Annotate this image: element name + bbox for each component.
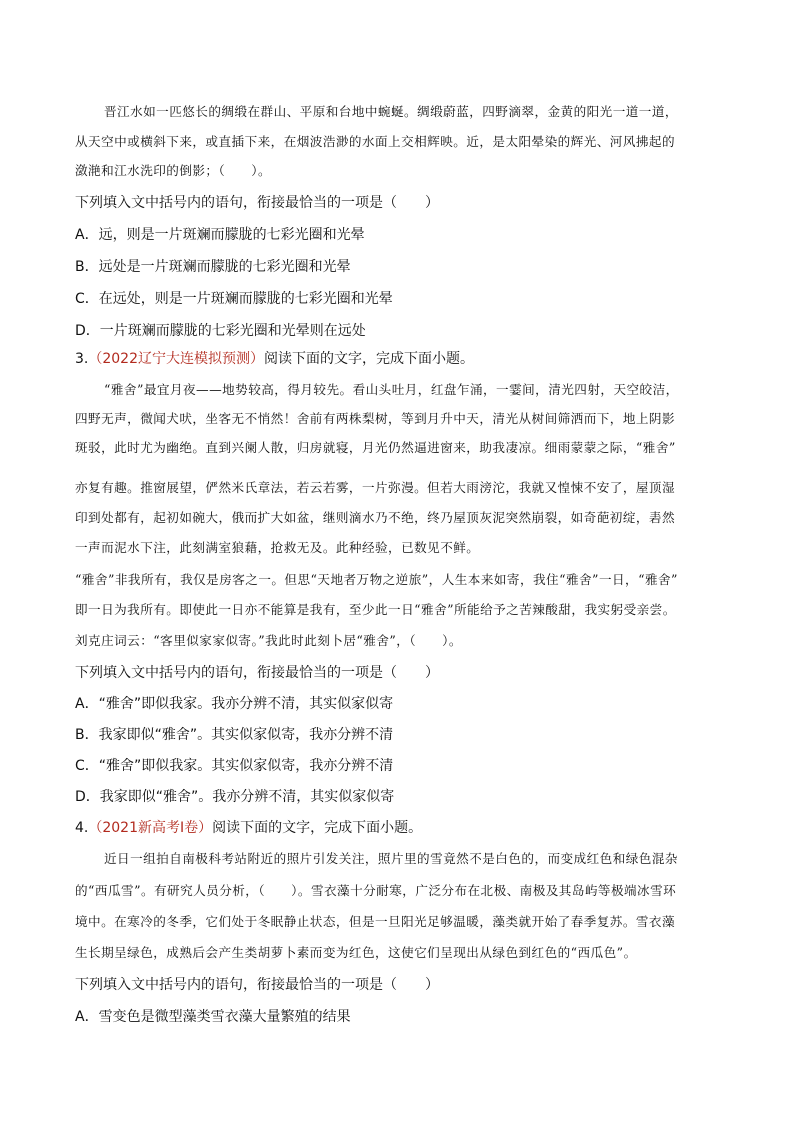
question-source: （2022辽宁大连模拟预测） xyxy=(88,351,264,367)
passage4-line: 境中。在寒冷的冬季，它们处于冬眠静止状态，但是一旦阳光足够温暖，藻类就开始了春季复苏。雪衣藻 xyxy=(75,914,676,929)
question-source: （2021新高考Ⅰ卷） xyxy=(88,820,213,836)
passage1-line: 晋江水如一匹悠长的绸缎在群山、平原和台地中蜿蜒。绸缎蔚蓝，四野滴翠，金黄的阳光一道一道， xyxy=(104,104,678,119)
passage3-line: “雅舍”非我所有，我仅是房客之一。但思“天地者万物之逆旅”，人生本来如寄，我住“雅舍”一日，“雅舍” xyxy=(75,572,678,587)
passage3-line: 一声而泥水下注，此刻满室狼藉，抢救无及。此种经验，已数见不鲜。 xyxy=(75,540,480,555)
option-a[interactable]: A．“雅舍”即似我家。我亦分辨不清，其实似家似寄 xyxy=(75,696,394,712)
question-instruction: 阅读下面的文字，完成下面小题。 xyxy=(264,351,474,367)
option-d[interactable]: D．一片斑斓而朦胧的七彩光圈和光晕则在远处 xyxy=(75,323,366,339)
passage1-line: 从天空中或横斜下来，或直插下来，在烟波浩渺的水面上交相辉映。近，是太阳晕染的辉光、河风拂起的 xyxy=(75,134,676,149)
passage3-line: 亦复有趣。推窗展望，俨然米氏章法，若云若雾，一片弥漫。但若大雨滂沱，我就又惶悚不安了，屋顶湿 xyxy=(75,480,676,495)
question-3-header xyxy=(75,350,474,368)
question-number: 4. xyxy=(75,820,89,836)
option-a[interactable]: A．远，则是一片斑斓而朦胧的七彩光圈和光晕 xyxy=(75,227,365,243)
passage3-line: 斑驳，此时尤为幽绝。直到兴阑人散，归房就寝，月光仍然逼进窗来，助我凄凉。细雨蒙蒙之际，“雅舍” xyxy=(75,440,676,455)
passage4-line: 的“西瓜雪”。有研究人员分析，（ ）。雪衣藻十分耐寒，广泛分布在北极、南极及其岛屿等极端冰雪环 xyxy=(75,883,677,898)
option-c[interactable]: C．“雅舍”即似我家。其实似家似寄，我亦分辨不清 xyxy=(75,758,394,774)
passage3-line: 四野无声，微闻犬吠，坐客无不悄然！舍前有两株梨树，等到月升中天，清光从树间筛洒而下，地上阴影 xyxy=(75,411,676,426)
passage4-line: 生长期呈绿色，成熟后会产生类胡萝卜素而变为红色，这使它们呈现出从绿色到红色的“西瓜色”。 xyxy=(75,945,637,960)
option-b[interactable]: B．我家即似“雅舍”。其实似家似寄，我亦分辨不清 xyxy=(75,727,394,743)
question-prompt: 下列填入文中括号内的语句，衔接最恰当的一项是（ ） xyxy=(75,195,439,211)
question-prompt: 下列填入文中括号内的语句，衔接最恰当的一项是（ ） xyxy=(75,977,439,993)
question-4-header xyxy=(75,819,422,837)
passage3-line: 印到处都有，起初如碗大，俄而扩大如盆，继则滴水乃不绝，终乃屋顶灰泥突然崩裂，如奇葩初绽，砉然 xyxy=(75,510,676,525)
passage1-line: 潋滟和江水洗印的倒影；（ ）。 xyxy=(75,163,272,178)
passage3-line: “雅舍”最宜月夜——地势较高，得月较先。看山头吐月，红盘乍涌，一霎间，清光四射，天空皎洁， xyxy=(104,382,679,397)
option-b[interactable]: B．远处是一片斑斓而朦胧的七彩光圈和光晕 xyxy=(75,259,351,275)
question-prompt: 下列填入文中括号内的语句，衔接最恰当的一项是（ ） xyxy=(75,665,439,681)
passage3-line: 刘克庄词云：“客里似家家似寄。”我此时此刻卜居“雅舍”，（ ）。 xyxy=(75,633,462,648)
option-d[interactable]: D．我家即似“雅舍”。我亦分辨不清，其实似家似寄 xyxy=(75,789,395,805)
question-number: 3. xyxy=(75,351,89,367)
passage3-line: 即一日为我所有。即使此一日亦不能算是我有，至少此一日“雅舍”所能给予之苦辣酸甜，我实躬受亲尝。 xyxy=(75,602,676,617)
passage4-line: 近日一组拍自南极科考站附近的照片引发关注，照片里的雪竟然不是白色的，而变成红色和绿色混杂 xyxy=(104,851,678,866)
option-c[interactable]: C．在远处，则是一片斑斓而朦胧的七彩光圈和光晕 xyxy=(75,291,393,307)
option-a[interactable]: A．雪变色是微型藻类雪衣藻大量繁殖的结果 xyxy=(75,1009,351,1025)
question-instruction: 阅读下面的文字，完成下面小题。 xyxy=(212,820,423,836)
